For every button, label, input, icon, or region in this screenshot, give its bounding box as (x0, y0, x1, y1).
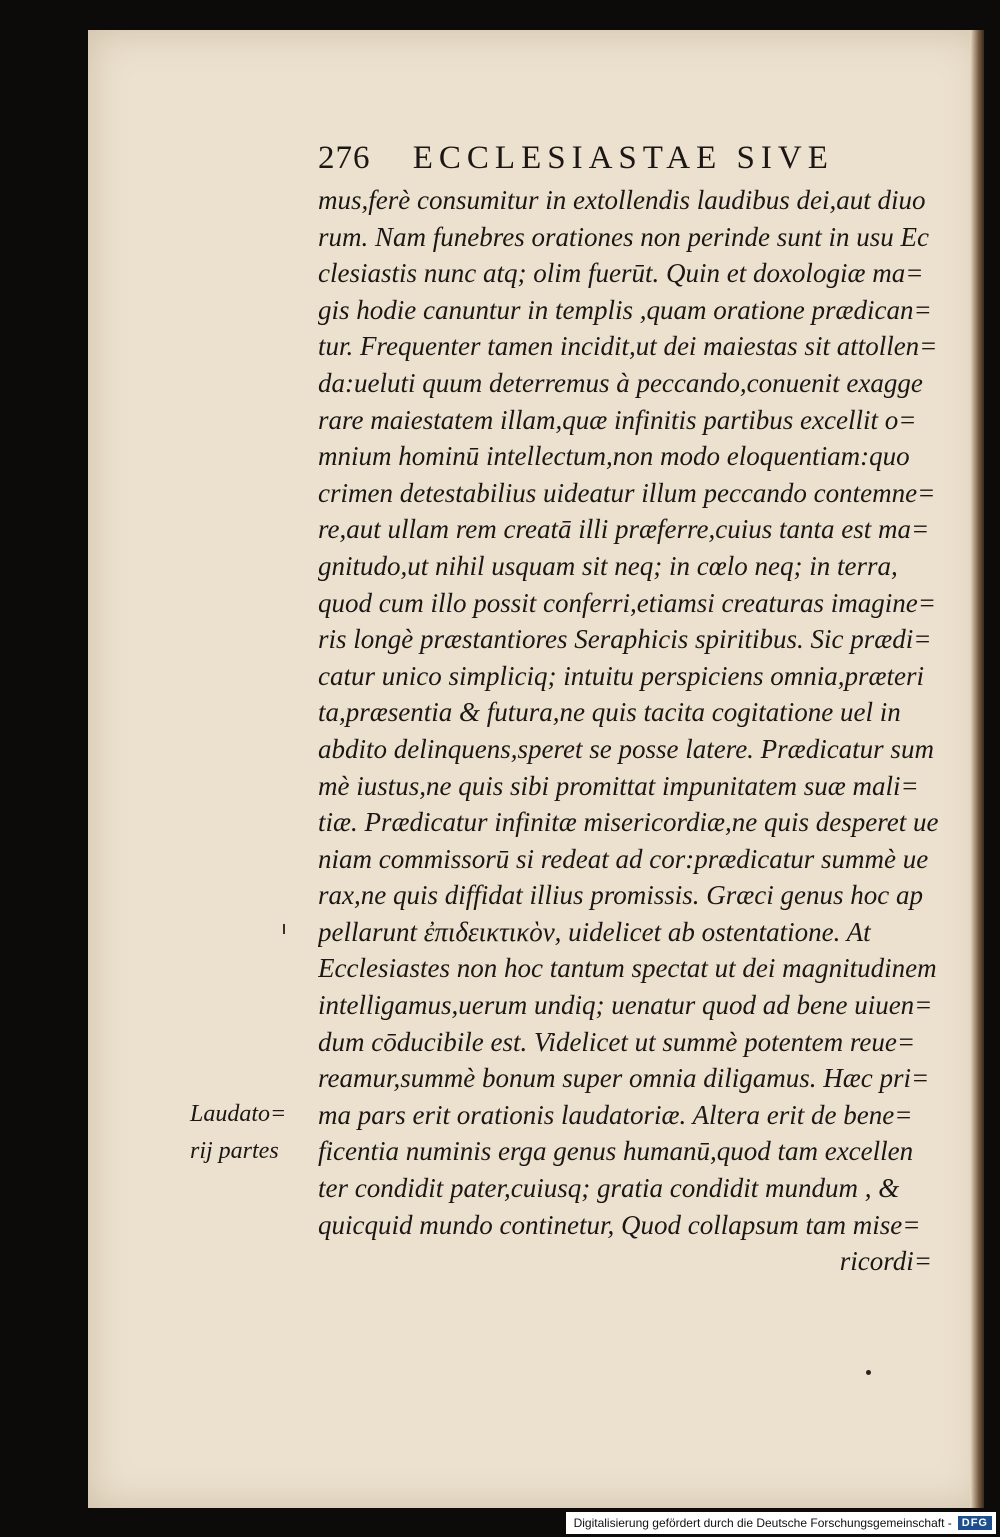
text-line: niam commissorū si redeat ad cor:prædicatur summè ue (318, 843, 929, 874)
text-line: mnium hominū intellectum,non modo eloquentiam:quo (318, 441, 910, 472)
text-line: mè iustus,ne quis sibi promittat impunitatem suæ mali= (318, 770, 919, 801)
margin-note-line: Laudato= (190, 1101, 287, 1127)
text-line: ter condidit pater,cuiusq; gratia condidit mundum , & (318, 1173, 900, 1204)
text-line: catur unico simpliciq; intuitu perspiciens omnia,præteri (318, 660, 924, 691)
text-line: pellarunt ἐπιδεικτικὸν, uidelicet ab ostentatione. At (318, 916, 871, 947)
margin-note-line: rij partes (190, 1137, 279, 1164)
text-line: rax,ne quis diffidat illius promissis. Græci genus hoc ap (318, 880, 924, 911)
text-line: clesiastis nunc atq; olim fuerūt. Quin et doxologiæ ma= (318, 258, 924, 289)
text-line: Ecclesiastes non hoc tantum spectat ut dei magnitudinem (318, 953, 937, 984)
text-line: re,aut ullam rem creatā illi præferre,cuius tanta est ma= (318, 514, 930, 545)
text-line: crimen detestabilius uideatur illum peccando contemne= (318, 477, 936, 508)
text-line: rare maiestatem illam,quæ infinitis partibus excellit o= (318, 404, 917, 435)
text-line: tiæ. Prædicatur infinitæ misericordiæ,ne quis desperet ue (318, 807, 939, 838)
ink-dot (866, 1370, 871, 1375)
text-line: ficentia numinis erga genus humanū,quod tam excellen (318, 1136, 914, 1167)
text-line: ma pars erit orationis laudatoriæ. Altera erit de bene= (318, 1099, 913, 1130)
digitization-footer (566, 1512, 996, 1534)
text-line: dum cōducibile est. Videlicet ut summè potentem reue= (318, 1026, 916, 1057)
page-edge (970, 30, 984, 1508)
text-line: da:ueluti quum deterremus à peccando,conuenit exagge (318, 367, 923, 398)
text-line: rum. Nam funebres orationes non perinde sunt in usu Ec (318, 221, 929, 252)
text-line: mus,ferè consumitur in extollendis laudibus dei,aut diuo (318, 185, 926, 215)
text-line: intelligamus,uerum undiq; uenatur quod ad bene uiuen= (318, 990, 933, 1021)
text-line: quod cum illo possit conferri,etiamsi creaturas imagine= (318, 587, 936, 618)
text-line: abdito delinquens,speret se posse latere. Prædicatur sum (318, 733, 934, 764)
catchword: ricordi= (839, 1246, 932, 1277)
text-line: ta,præsentia & futura,ne quis tacita cogitatione uel in (318, 697, 901, 728)
text-line: gis hodie canuntur in templis ,quam oratione prædican= (318, 294, 932, 325)
text-line: quicquid mundo continetur, Quod collapsum tam mise= (318, 1209, 921, 1240)
page-number: 276 (318, 140, 371, 176)
ink-mark (283, 924, 285, 934)
dfg-logo-icon: DFG (958, 1516, 992, 1530)
margin-note (190, 1096, 286, 1169)
running-head (318, 140, 898, 177)
text-line: reamur,summè bonum super omnia diligamus. Hæc pri= (318, 1063, 930, 1094)
text-line: gnitudo,ut nihil usquam sit neq; in cœlo neq; in terra, (318, 550, 898, 581)
text-line: ris longè præstantiores Seraphicis spiritibus. Sic prædi= (318, 624, 932, 655)
body-text (318, 182, 958, 1280)
text-line: tur. Frequenter tamen incidit,ut dei maiestas sit attollen= (318, 331, 938, 362)
running-title: ECCLESIASTAE SIVE (412, 140, 834, 176)
footer-text: Digitalisierung gefördert durch die Deutsche Forschungsgemeinschaft - (573, 1516, 952, 1530)
